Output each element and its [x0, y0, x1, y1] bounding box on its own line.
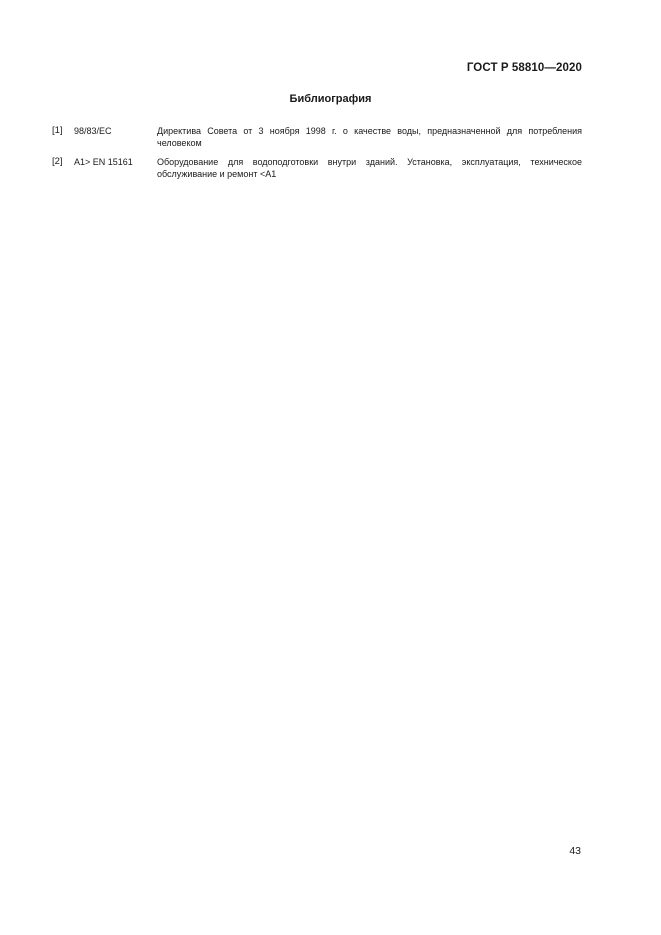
section-title: Библиография — [289, 93, 372, 105]
bibliography-entry — [52, 126, 582, 149]
entry-description: Оборудование для водоподготовки внутри зданий. Установка, эксплуатация, техническое обслуживание и ремонт <A1 — [157, 157, 582, 179]
entry-reference: 98/83/EC — [74, 126, 112, 136]
entry-number: [2] — [52, 156, 63, 167]
bibliography-entry — [52, 157, 582, 180]
entry-reference: A1> EN 15161 — [74, 157, 133, 167]
bibliography-list — [52, 126, 582, 188]
page-number: 43 — [569, 845, 581, 857]
entry-number: [1] — [52, 125, 63, 136]
document-code-header: ГОСТ Р 58810—2020 — [466, 62, 582, 74]
entry-description: Директива Совета от 3 ноября 1998 г. о качестве воды, предназначенной для потребления человеком — [157, 126, 582, 148]
